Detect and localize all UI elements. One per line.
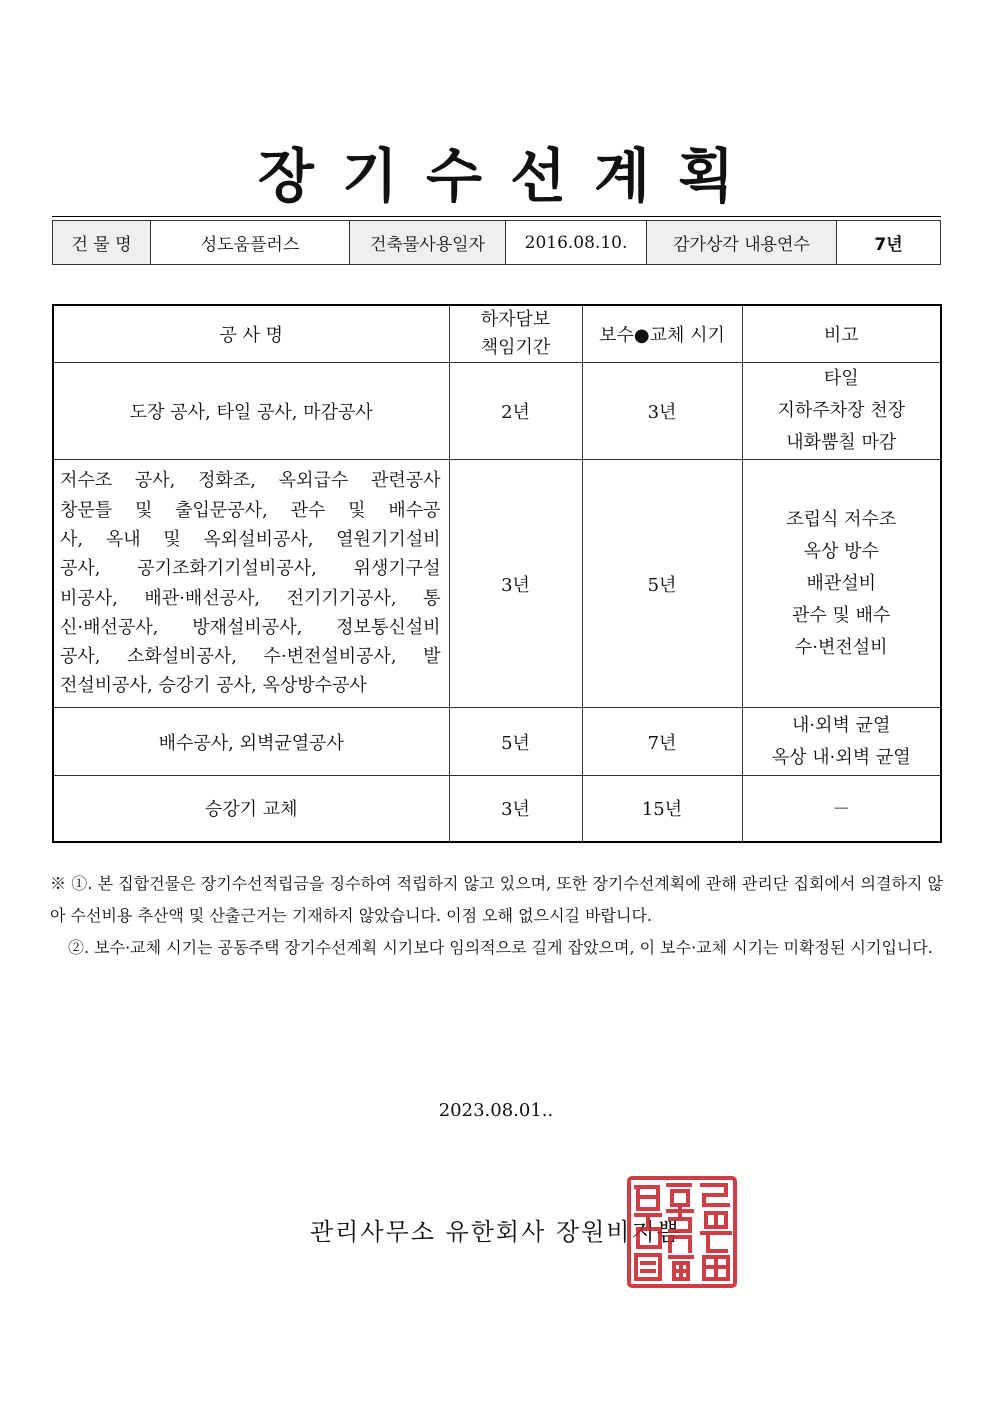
remark-line: 옥상 방수 [803, 540, 879, 562]
use-date-value: 2016.08.10. [506, 221, 647, 265]
table-row [53, 708, 941, 776]
work-line: 공사, 공기조화기기설비공사, 위생기구설 [60, 558, 441, 580]
remark-line: 내화뿜칠 마감 [786, 432, 897, 453]
header-work-name: 공 사 명 [53, 305, 449, 363]
row-repair-period: 3년 [582, 363, 742, 460]
work-line: 신·배선공사, 방재설비공사, 정보통신설비 [60, 616, 441, 638]
note-1: ※ ①. 본 집합건물은 장기수선적립금을 징수하여 적립하지 않고 있으며, 또한 장기수선계획에 관해 관리단 집회에서 의결하지 않아 수선비용 추산액 및 산출근거는 기재하지 않았습니다. 이점 오해 없으시길 바랍니다. [50, 874, 943, 925]
header-warranty-line1: 하자담보 [480, 309, 551, 330]
remark-line: 조립식 저수조 [786, 508, 897, 530]
depreciation-label: 감가상각 내용연수 [647, 221, 837, 265]
row-repair-period: 15년 [582, 776, 742, 842]
row-remark [742, 363, 941, 460]
remark-line: 배관설비 [806, 572, 877, 594]
header-remark: 비고 [742, 305, 941, 363]
notes-section [50, 868, 943, 964]
row-repair-period: 5년 [582, 460, 742, 708]
building-name-value: 성도움플러스 [151, 221, 350, 265]
header-warranty-line2: 책임기간 [480, 337, 551, 358]
work-line: 사, 옥내 및 옥외설비공사, 열원기기설비 [60, 528, 441, 550]
row-warranty: 3년 [449, 776, 582, 842]
building-info-table [52, 220, 941, 265]
row-work-name: 승강기 교체 [53, 776, 449, 842]
row-work-name: 도장 공사, 타일 공사, 마감공사 [53, 363, 449, 460]
row-remark: － [742, 776, 941, 842]
work-line: 전설비공사, 승강기 공사, 옥상방수공사 [60, 675, 367, 697]
header-repair-period: 보수●교체 시기 [582, 305, 742, 363]
row-warranty: 2년 [449, 363, 582, 460]
work-line: 비공사, 배관·배선공사, 전기기기공사, 통 [60, 587, 441, 609]
depreciation-value: 7년 [837, 221, 941, 265]
work-line: 창문틀 및 출입문공사, 관수 및 배수공 [60, 499, 441, 521]
table-row [53, 460, 941, 708]
company-seal-icon [626, 1175, 738, 1289]
header-warranty [449, 305, 582, 363]
page-title: 장기수선계획 [257, 142, 763, 210]
row-work-name [53, 460, 449, 708]
use-date-label: 건축물사용일자 [350, 221, 506, 265]
repair-plan-table [52, 304, 942, 843]
remark-line: 내·외벽 균열 [792, 714, 891, 736]
row-warranty: 5년 [449, 708, 582, 776]
title-underline [52, 216, 941, 217]
document-date: 2023.08.01.. [438, 1100, 554, 1121]
table-row [53, 363, 941, 460]
remark-line: 옥상 내·외벽 균열 [771, 746, 911, 768]
building-name-label: 건 물 명 [53, 221, 151, 265]
signer-name: 관리사무소 유한회사 장원비지쁨 [310, 1218, 682, 1246]
row-repair-period: 7년 [582, 708, 742, 776]
work-line: 저수조 공사, 정화조, 옥외급수 관련공사 [60, 470, 441, 492]
remark-line: 타일 [823, 368, 859, 389]
remark-line: 지하주차장 천장 [777, 400, 905, 421]
remark-line: 관수 및 배수 [792, 604, 891, 626]
row-remark [742, 708, 941, 776]
work-line: 공사, 소화설비공사, 수·변전설비공사, 발 [60, 646, 441, 668]
table-row [53, 776, 941, 842]
note-2: ②. 보수·교체 시기는 공동주택 장기수선계획 시기보다 임의적으로 길게 잡았으며, 이 보수·교체 시기는 미확정된 시기입니다. [68, 938, 933, 957]
remark-line: 수·변전설비 [794, 636, 888, 658]
row-warranty: 3년 [449, 460, 582, 708]
row-remark [742, 460, 941, 708]
row-work-name: 배수공사, 외벽균열공사 [53, 708, 449, 776]
